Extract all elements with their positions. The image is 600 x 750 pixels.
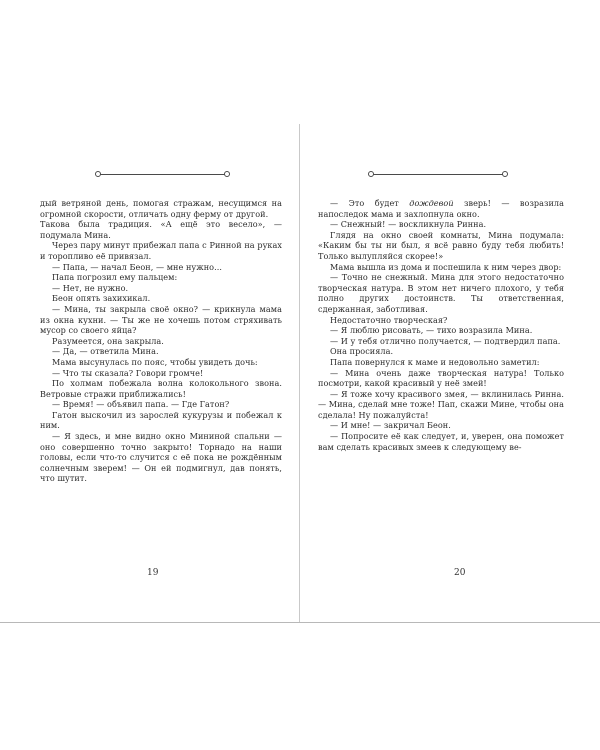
paragraph: — Время! — объявил папа. — Где Гатон? — [52, 399, 230, 410]
paragraph: Папа повернулся к маме и недовольно заметил: — [330, 356, 540, 367]
paragraph: — Мина, ты закрыла своё окно? — крикнула мама из окна кухни. — Ты же не хочешь потом стряхивать мусор со своего яйца? — [40, 303, 282, 336]
page-bottom-edge — [0, 622, 600, 623]
left-page-number: 19 — [147, 568, 159, 578]
paragraph: — Попросите её как следует, и, уверен, она поможет вам сделать красивых змеев к следующему ве- — [318, 431, 564, 452]
paragraph: Мама вышла из дома и поспешила к ним через двор: — [330, 261, 562, 272]
paragraph: — Я люблю рисовать, — тихо возразила Мина. — [330, 325, 533, 336]
left-page-text — [40, 198, 282, 484]
paragraph: — Нет, не нужно. — [52, 282, 129, 293]
paragraph: — И мне! — закричал Беон. — [330, 420, 451, 431]
paragraph: — Снежный! — воскликнула Ринна. — [330, 219, 487, 230]
paragraph: дый ветряной день, помогая стражам, несущимся на огромной скорости, отличать одну ферму от другой. — [40, 198, 282, 219]
left-page — [40, 128, 282, 598]
paragraph: — Папа, — начал Беон, — мне нужно... — [52, 261, 222, 272]
paragraph: Беон опять захихикал. — [52, 293, 151, 304]
page-gutter — [299, 124, 300, 622]
paragraph: — Да, — ответила Мина. — [52, 346, 159, 357]
paragraph: — Это будет дождевой зверь! — возразила напоследок мама и захлопнула окно. — [318, 198, 564, 219]
paragraph: Разумеется, она закрыла. — [52, 335, 164, 346]
paragraph: Глядя на окно своей комнаты, Мина подумала: «Каким бы ты ни был, я всё равно буду тебя любить! Только вылупляйся скорее!» — [318, 229, 564, 261]
right-page-text — [318, 198, 564, 452]
paragraph: Гатон выскочил из зарослей кукурузы и побежал к ним. — [40, 409, 282, 431]
right-page — [318, 128, 564, 598]
paragraph: — Что ты сказала? Говори громче! — [52, 367, 204, 378]
paragraph: — Мина очень даже творческая натура! Только посмотри, какой красивый у неё змей! — [318, 367, 564, 389]
paragraph: Через пару минут прибежал папа с Ринной на руках и торопливо её привязал. — [40, 240, 282, 261]
paragraph: — И у тебя отлично получается, — подтвердил папа. — [330, 335, 561, 346]
paragraph: — Я здесь, и мне видно окно Мининой спальни — оно совершенно точно закрыто! Торнадо на наши головы, если что-то случится с её пока не рождённым солнечным зверем! — Он ей подмигнул, дав понять, что шутит. — [40, 431, 282, 484]
paragraph: По холмам побежала волна колокольного звона. Ветровые стражи приближались! — [40, 378, 282, 399]
paragraph: Такова была традиция. «А ещё это весело», — подумала Мина. — [40, 219, 282, 240]
paragraph: Она просияла. — [330, 346, 394, 357]
paragraph: — Точно не снежный. Мина для этого недостаточно творческая натура. В этом нет ничего плохого, у тебя полно других достоинств. Ты ответственная, сдержанная, заботливая. — [318, 272, 564, 314]
right-page-number: 20 — [454, 568, 466, 578]
paragraph: — Я тоже хочу красивого змея, — вклинилась Ринна. — Мина, сделай мне тоже! Пап, скажи Мине, чтобы она сделала! Ну пожалуйста! — [318, 388, 564, 420]
paragraph: Мама высунулась по пояс, чтобы увидеть дочь: — [52, 356, 258, 367]
paragraph: Папа погрозил ему пальцем: — [52, 272, 178, 283]
paragraph: Недостаточно творческая? — [330, 314, 448, 325]
